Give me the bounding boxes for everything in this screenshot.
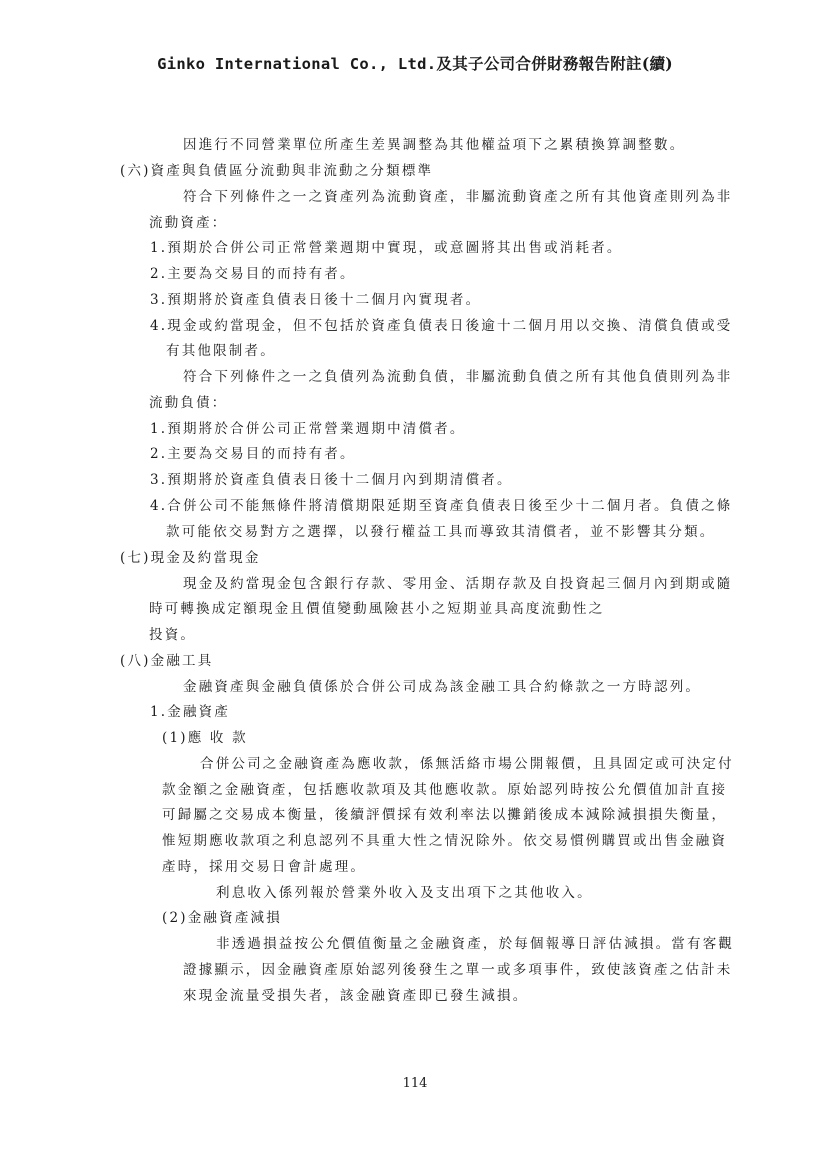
paragraph-line: 時可轉換成定額現金且價值變動風險甚小之短期並具高度流動性之 bbox=[149, 601, 605, 617]
paragraph-line: 惟短期應收款項之利息認列不具重大性之情況除外。依交易慣例購買或出售金融資 bbox=[162, 833, 728, 849]
paragraph-line: 款金額之金融資產，包括應收款項及其他應收款。原始認列時按公允價值加計直接 bbox=[162, 782, 728, 798]
report-title-zh: 及其子公司合併財務報告附註(續) bbox=[436, 54, 673, 73]
paragraph-line: 因進行不同營業單位所產生差異調整為其他權益項下之累積換算調整數。 bbox=[183, 137, 686, 153]
list-item: 3.預期將於資產負債表日後十二個月內實現者。 bbox=[150, 292, 482, 308]
subsection-heading: (2)金融資產減損 bbox=[162, 910, 282, 926]
list-item: 2.主要為交易目的而持有者。 bbox=[150, 266, 356, 282]
paragraph-line: 非透過損益按公允價值衡量之金融資產，於每個報導日評估減損。當有客觀 bbox=[216, 936, 735, 952]
paragraph-line: 流動負債： bbox=[149, 395, 228, 411]
section-heading-6: (六)資產與負債區分流動與非流動之分類標準 bbox=[120, 163, 434, 179]
paragraph-line: 投資。 bbox=[149, 627, 197, 643]
page-number: 114 bbox=[402, 1076, 428, 1091]
paragraph-line: 符合下列條件之一之負債列為流動負債，非屬流動負債之所有其他負債則列為非 bbox=[183, 369, 733, 385]
list-item: 1.預期於合併公司正常營業週期中實現，或意圖將其出售或消耗者。 bbox=[150, 240, 623, 256]
paragraph-line: 證據顯示，因金融資產原始認列後發生之單一或多項事件，致使該資產之估計未 bbox=[183, 962, 733, 978]
paragraph-line: 符合下列條件之一之資產列為流動資產，非屬流動資產之所有其他資產則列為非 bbox=[183, 189, 733, 205]
paragraph-line: 可歸屬之交易成本衡量，後續評價採有效利率法以攤銷後成本減除減損損失衡量， bbox=[162, 807, 728, 823]
list-item-continuation: 有其他限制者。 bbox=[166, 343, 276, 359]
paragraph-line: 金融資產與金融負債係於合併公司成為該金融工具合約條款之一方時認列。 bbox=[183, 679, 702, 695]
paragraph-line: 合併公司之金融資產為應收款，係無活絡市場公開報價，且具固定或可決定付 bbox=[200, 756, 734, 772]
company-name-en: Ginko International Co., Ltd. bbox=[157, 55, 437, 73]
list-item: 1.預期將於合併公司正常營業週期中清償者。 bbox=[150, 421, 466, 437]
list-item-continuation: 款可能依交易對方之選擇，以發行權益工具而導致其清償者，並不影響其分類。 bbox=[166, 524, 716, 540]
paragraph-line: 流動資產： bbox=[149, 215, 228, 231]
list-item: 4.合併公司不能無條件將清償期限延期至資產負債表日後至少十二個月者。負債之條 bbox=[150, 498, 733, 514]
list-item: 4.現金或約當現金，但不包括於資產負債表日後逾十二個月用以交換、清償負債或受 bbox=[150, 318, 733, 334]
section-heading-7: (七)現金及約當現金 bbox=[120, 550, 261, 566]
page-header bbox=[0, 52, 830, 74]
paragraph-line: 產時，採用交易日會計處理。 bbox=[162, 859, 367, 875]
paragraph-line: 利息收入係列報於營業外收入及支出項下之其他收入。 bbox=[216, 885, 593, 901]
paragraph-line: 來現金流量受損失者，該金融資產即已發生減損。 bbox=[183, 988, 529, 1004]
list-item: 2.主要為交易目的而持有者。 bbox=[150, 446, 356, 462]
section-heading-8: (八)金融工具 bbox=[120, 653, 214, 669]
subsection-heading: (1)應 收 款 bbox=[162, 730, 248, 746]
paragraph-line: 現金及約當現金包含銀行存款、零用金、活期存款及自投資起三個月內到期或隨 bbox=[183, 576, 733, 592]
subsection-heading: 1.金融資產 bbox=[150, 704, 231, 720]
list-item: 3.預期將於資產負債表日後十二個月內到期清償者。 bbox=[150, 472, 513, 488]
